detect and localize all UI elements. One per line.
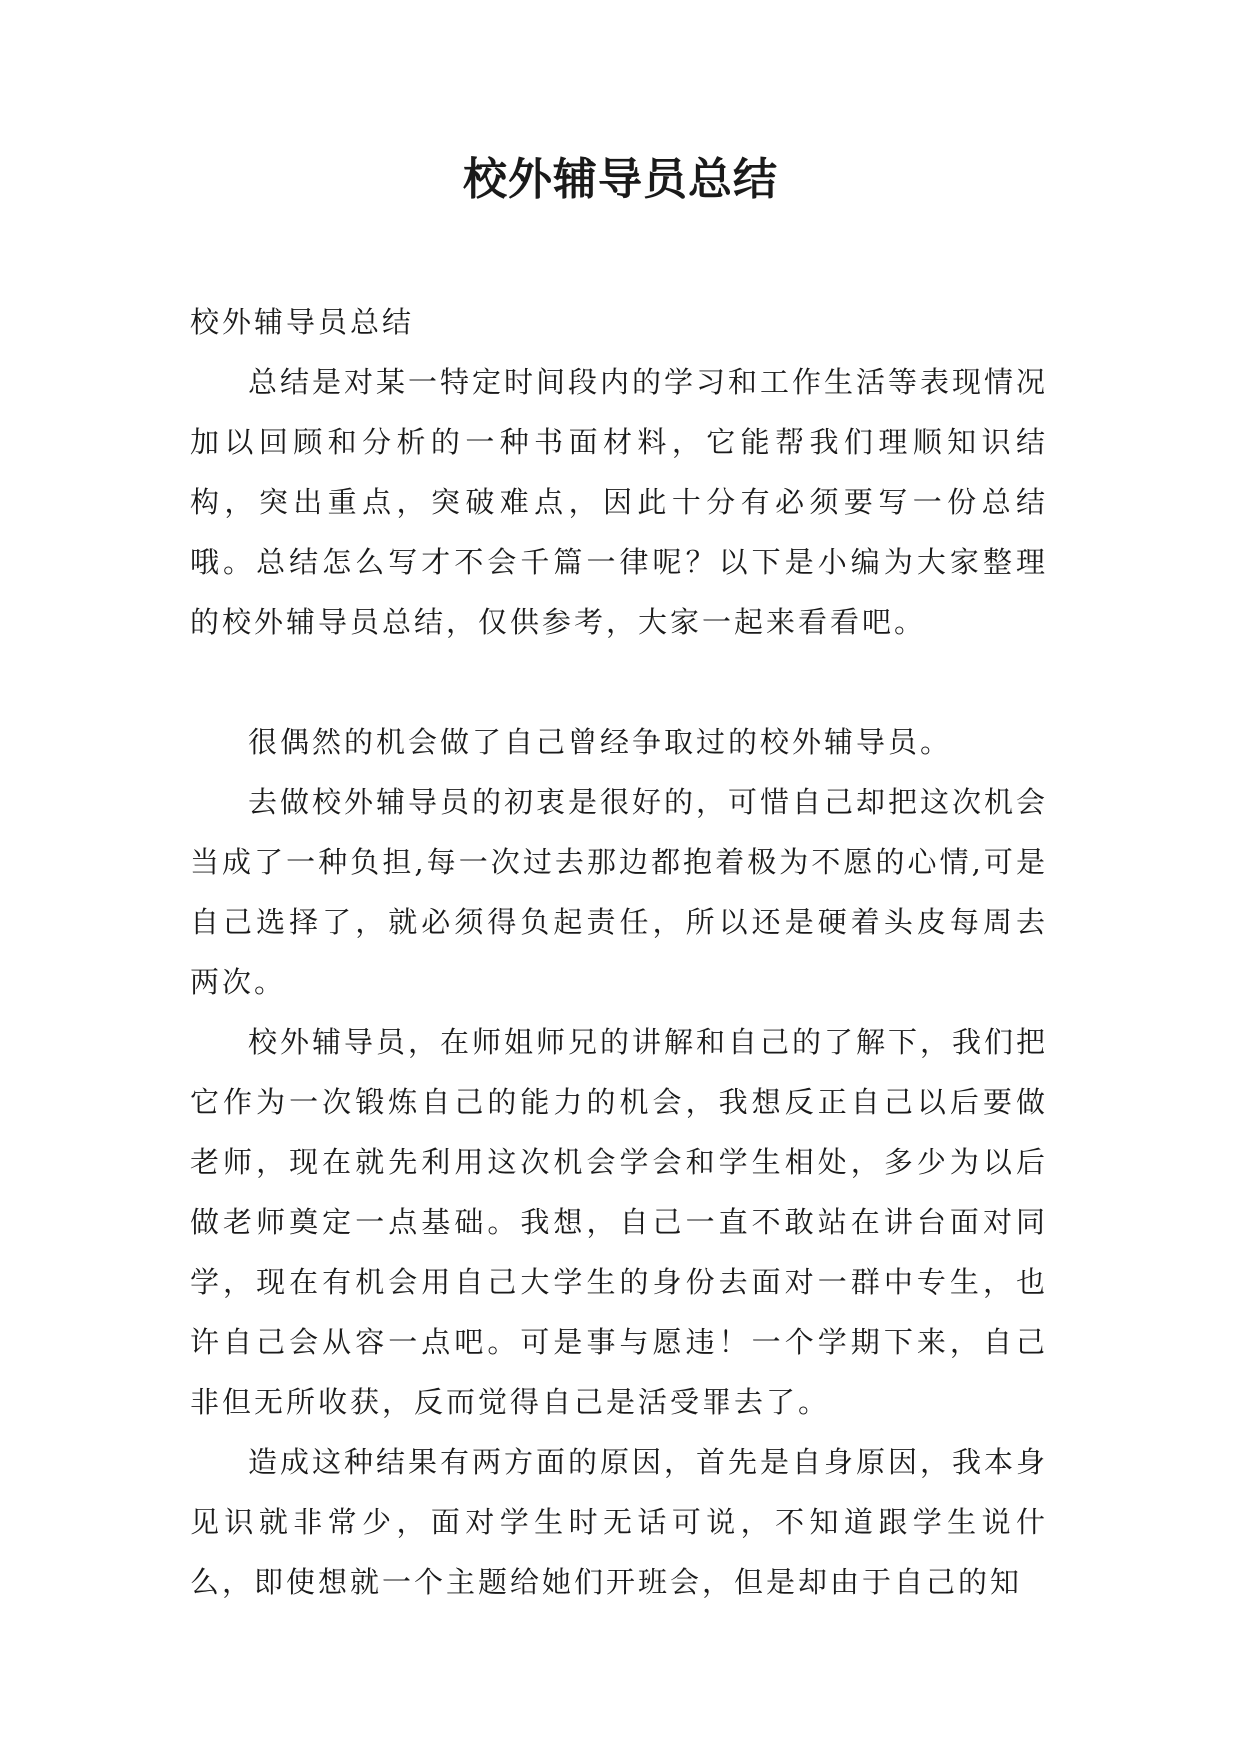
intro-paragraph: 总结是对某一特定时间段内的学习和工作生活等表现情况加以回顾和分析的一种书面材料，它能帮我们理顺知识结构，突出重点，突破难点，因此十分有必须要写一份总结哦。总结怎么写才不会千篇一律呢？以下是小编为大家整理的校外辅导员总结，仅供参考，大家一起来看看吧。: [190, 365, 1049, 639]
document-title: 校外辅导员总结: [463, 154, 778, 205]
document-body: [190, 292, 1048, 1612]
body-paragraph: 很偶然的机会做了自己曾经争取过的校外辅导员。: [248, 725, 953, 759]
body-paragraph: 校外辅导员，在师姐师兄的讲解和自己的了解下，我们把它作为一次锻炼自己的能力的机会，我想反正自己以后要做老师，现在就先利用这次机会学会和学生相处，多少为以后做老师奠定一点基础。我想，自己一直不敢站在讲台面对同学，现在有机会用自己大学生的身份去面对一群中专生，也许自己会从容一点吧。可是事与愿违！一个学期下来，自己非但无所收获，反而觉得自己是活受罪去了。: [190, 1025, 1049, 1419]
document-subtitle: 校外辅导员总结: [190, 305, 415, 339]
paragraph-gap: [190, 652, 1048, 712]
body-paragraph: 造成这种结果有两方面的原因，首先是自身原因，我本身见识就非常少，面对学生时无话可说，不知道跟学生说什么，即使想就一个主题给她们开班会，但是却由于自己的知: [190, 1445, 1049, 1599]
body-paragraph: 去做校外辅导员的初衷是很好的，可惜自己却把这次机会当成了一种负担,每一次过去那边都抱着极为不愿的心情,可是自己选择了，就必须得负起责任，所以还是硬着头皮每周去两次。: [190, 785, 1049, 999]
